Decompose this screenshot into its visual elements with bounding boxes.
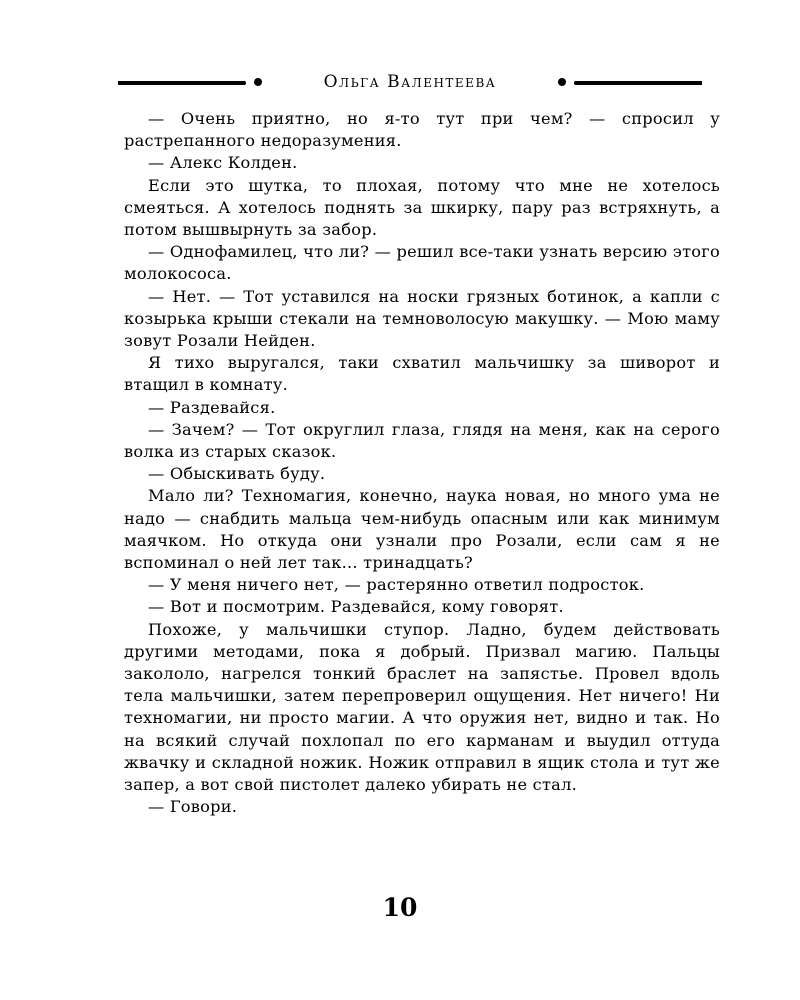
header-author-name: Ольга Валентеева (323, 72, 497, 92)
paragraph: — Вот и посмотрим. Раздевайся, кому говорят. (148, 597, 564, 617)
header-rule-right (574, 81, 702, 85)
paragraph: — Говори. (148, 797, 238, 817)
paragraph: — Раздевайся. (148, 397, 276, 417)
paragraph: — Очень приятно, но я-то тут при чем? — спросил у растрепанного недоразумения. (124, 109, 720, 151)
page-number: 10 (382, 893, 418, 922)
paragraph: — Однофамилец, что ли? — решил все-таки узнать версию этого молокососа. (124, 242, 720, 284)
paragraph: — Зачем? — Тот округлил глаза, глядя на меня, как на серого волка из старых сказок. (124, 419, 720, 462)
paragraph: Я тихо выругался, таки схватил мальчишку за шиворот и втащил в комнату. (124, 353, 720, 395)
paragraph: — Нет. — Тот уставился на носки грязных ботинок, а капли с козырька крыши стекали на темноволосую макушку. — Мою маму зовут Розали Нейден. (124, 286, 720, 351)
body-text (124, 108, 720, 819)
paragraph: — У меня ничего нет, — растерянно ответил подросток. (148, 575, 645, 595)
paragraph: — Алекс Колден. (148, 153, 298, 173)
paragraph: Если это шутка, то плохая, потому что мне не хотелось смеяться. А хотелось поднять за шкирку, пару раз встряхнуть, а потом вышвырнуть за забор. (124, 175, 720, 240)
paragraph: Похоже, у мальчишки ступор. Ладно, будем действовать другими методами, пока я добрый. Призвал магию. Пальцы закололо, нагрелся тонкий браслет на запястье. Провел вдоль тела мальчишки, затем перепроверил ощущения. Нет ничего! Ни техномагии, ни просто магии. А что оружия нет, видно и так. Но на всякий случай похлопал по его карманам и выудил оттуда жвачку и складной ножик. Ножик отправил в ящик стола и тут же запер, а вот свой пистолет далеко убирать не стал. (124, 619, 720, 795)
paragraph: — Обыскивать буду. (148, 464, 326, 484)
header-dot-right (558, 78, 566, 86)
running-header (118, 68, 702, 98)
paragraph: Мало ли? Техномагия, конечно, наука новая, но много ума не надо — снабдить мальца чем-нибудь опасным или как минимум маячком. Но откуда они узнали про Розали, если сам я не вспоминал о ней лет так... тринадцать? (124, 486, 720, 573)
